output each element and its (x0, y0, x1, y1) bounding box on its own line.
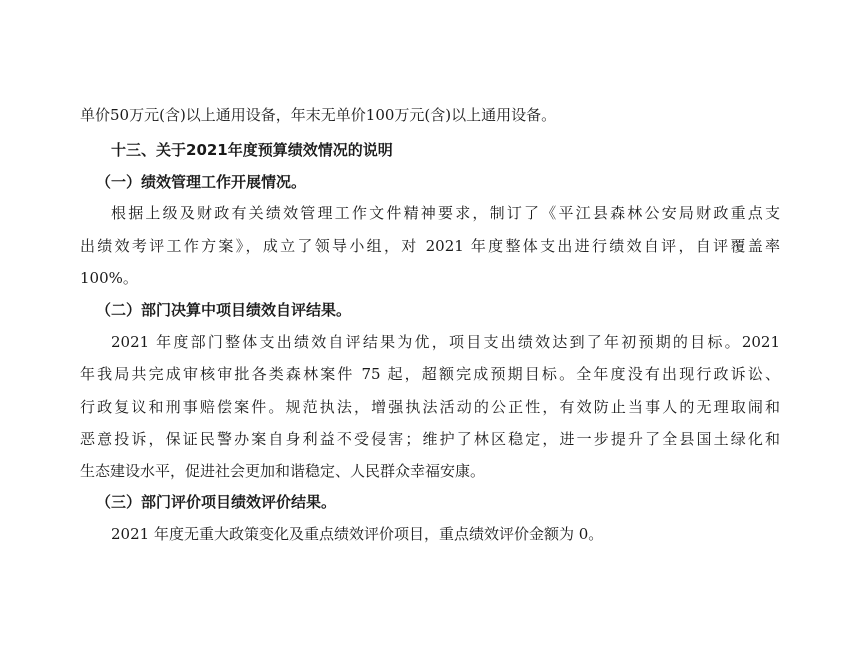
paragraph-line-equipment: 单价50万元(含)以上通用设备，年末无单价100万元(含)以上通用设备。 (80, 106, 557, 124)
paragraph-1-line-3: 100%。 (80, 269, 138, 287)
paragraph-2-line-3: 行政复议和刑事赔偿案件。规范执法，增强执法活动的公正性，有效防止当事人的无理取闹和 (80, 398, 780, 416)
subsection-heading-1: （一）绩效管理工作开展情况。 (96, 173, 307, 191)
paragraph-3-line-1: 2021 年度无重大政策变化及重点绩效评价项目，重点绩效评价金额为 0。 (111, 525, 604, 543)
paragraph-2-line-4: 恶意投诉，保证民警办案自身利益不受侵害；维护了林区稳定，进一步提升了全县国土绿化和 (80, 430, 780, 448)
paragraph-2-line-5: 生态建设水平，促进社会更加和谐稳定、人民群众幸福安康。 (80, 462, 486, 480)
subsection-heading-2: （二）部门决算中项目绩效自评结果。 (96, 301, 352, 319)
paragraph-1-line-2: 出绩效考评工作方案》，成立了领导小组，对 2021 年度整体支出进行绩效自评，自评覆盖率 (80, 237, 780, 255)
section-heading-13: 十三、关于2021年度预算绩效情况的说明 (111, 141, 393, 159)
paragraph-2-line-1: 2021 年度部门整体支出绩效自评结果为优，项目支出绩效达到了年初预期的目标。2021 (111, 333, 780, 351)
paragraph-2-line-2: 年我局共完成审核审批各类森林案件 75 起，超额完成预期目标。全年度没有出现行政诉讼、 (80, 365, 780, 383)
paragraph-1-line-1: 根据上级及财政有关绩效管理工作文件精神要求，制订了《平江县森林公安局财政重点支 (111, 204, 780, 222)
subsection-heading-3: （三）部门评价项目绩效评价结果。 (96, 493, 337, 511)
